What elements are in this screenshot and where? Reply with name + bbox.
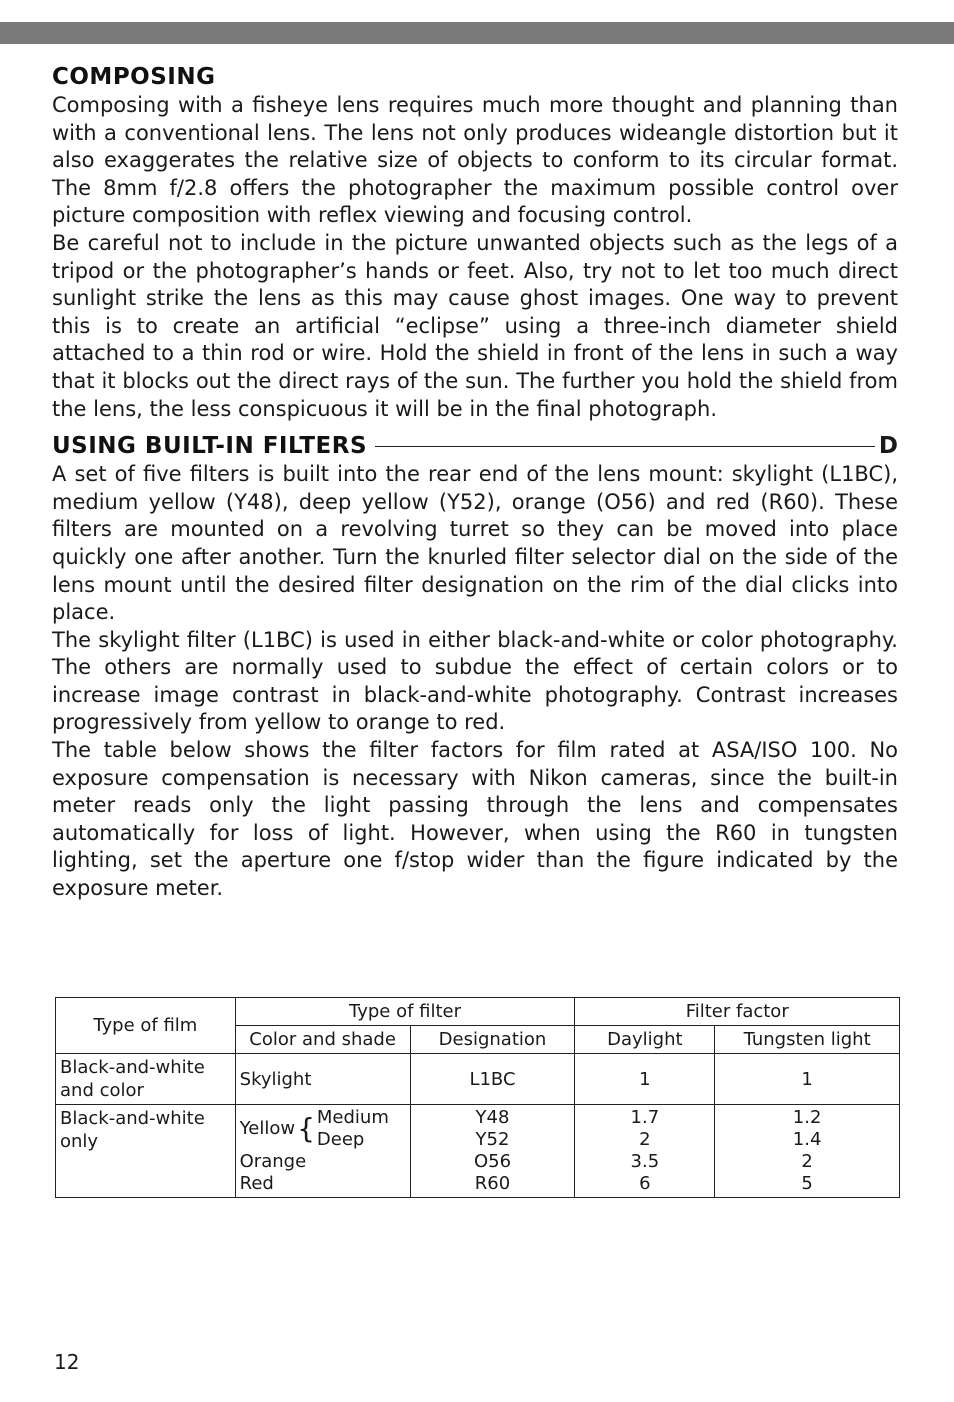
filters-paragraph-2: The skylight filter (L1BC) is used in either black-and-white or color photography. The others are normally used to subdue the effect of certain colors or to increase image contrast in black-and-white photography. Contrast increases progressively from yellow to orange to red. (52, 627, 898, 735)
page-number: 12 (54, 1350, 80, 1374)
yellow-shades (317, 1107, 389, 1151)
header-type-of-film: Type of film (56, 998, 236, 1054)
composing-paragraph-1: Composing with a fisheye lens requires much more thought and planning than with a conventional lens. The lens not only produces wideangle distortion but it also exaggerates the relative size of objects to conform to its circular format. The 8mm f/2.8 offers the photographer the maximum possible control over picture composition with reflex viewing and focusing control. (52, 93, 898, 228)
red-label: Red (239, 1173, 274, 1194)
table-header-row (56, 998, 900, 1026)
row1-film: Black-and-white and color (56, 1054, 236, 1105)
tungsten-value: 2 (801, 1151, 813, 1172)
daylight-value: 3.5 (630, 1151, 660, 1172)
daylight-value: 6 (639, 1173, 651, 1194)
section-title-filters: USING BUILT-IN FILTERS (52, 433, 368, 460)
designation-o56: O56 (473, 1151, 512, 1172)
header-type-of-filter: Type of filter (235, 998, 575, 1026)
row1-shade: Skylight (235, 1054, 410, 1105)
tungsten-value: 1.4 (792, 1129, 822, 1150)
heading-rule (375, 446, 875, 447)
deep-label: Deep (316, 1129, 365, 1150)
section-marker: D (878, 433, 898, 460)
brace-glyph: { (297, 1112, 315, 1145)
header-designation: Designation (410, 1026, 575, 1054)
designation-y52: Y52 (475, 1129, 510, 1150)
table-row (56, 1105, 900, 1198)
header-tungsten: Tungsten light (715, 1026, 900, 1054)
row2-tungsten (715, 1105, 900, 1198)
medium-label: Medium (316, 1107, 389, 1128)
filters-heading-row (52, 431, 898, 461)
header-daylight: Daylight (575, 1026, 715, 1054)
header-color-and-shade: Color and shade (235, 1026, 410, 1054)
row2-daylight (575, 1105, 715, 1198)
orange-label: Orange (239, 1151, 307, 1172)
row1-tungsten: 1 (715, 1054, 900, 1105)
filters-paragraph-1: A set of five filters is built into the rear end of the lens mount: skylight (L1BC), medium yellow (Y48), deep yellow (Y52), orange (O56) and red (R60). These filters are mounted on a revolving turret so they can be moved into place quickly one after another. Turn the knurled filter selector dial on the side of the lens mount until the desired filter designation on the rim of the dial clicks into place. (52, 462, 898, 625)
yellow-group (240, 1107, 406, 1151)
composing-paragraph-2: Be careful not to include in the picture unwanted objects such as the legs of a tripod or the photographer’s hands or feet. Also, try not to let too much direct sunlight strike the lens as this may cause ghost images. One way to prevent this is to create an artificial “eclipse” using a three-inch diameter shield attached to a thin rod or wire. Hold the shield in front of the lens in such a way that it blocks out the direct rays of the sun. The further you hold the shield from the lens, the less conspicuous it will be in the final photograph. (52, 230, 898, 421)
yellow-label: Yellow (239, 1118, 296, 1139)
header-filter-factor: Filter factor (575, 998, 900, 1026)
designation-y48: Y48 (475, 1107, 510, 1128)
filters-paragraph-3: The table below shows the filter factors for film rated at ASA/ISO 100. No exposure compensation is necessary with Nikon cameras, since the built-in meter reads only the light passing through the lens and compensates automatically for loss of light. However, when using the R60 in tungsten lighting, set the aperture one f/stop wider than the figure indicated by the exposure meter. (52, 738, 898, 901)
row2-designations (410, 1105, 575, 1198)
page-content (52, 62, 898, 903)
daylight-value: 1.7 (630, 1107, 660, 1128)
row1-designation: L1BC (410, 1054, 575, 1105)
table-row (56, 1054, 900, 1105)
row2-shades (235, 1105, 410, 1198)
section-title-composing: COMPOSING (52, 64, 216, 90)
row1-daylight: 1 (575, 1054, 715, 1105)
designation-r60: R60 (474, 1173, 511, 1194)
filter-factor-table (55, 997, 900, 1198)
tungsten-value: 1.2 (792, 1107, 822, 1128)
top-border-bar (0, 22, 954, 44)
daylight-value: 2 (639, 1129, 651, 1150)
tungsten-value: 5 (801, 1173, 813, 1194)
row2-film: Black-and-white only (56, 1105, 236, 1198)
